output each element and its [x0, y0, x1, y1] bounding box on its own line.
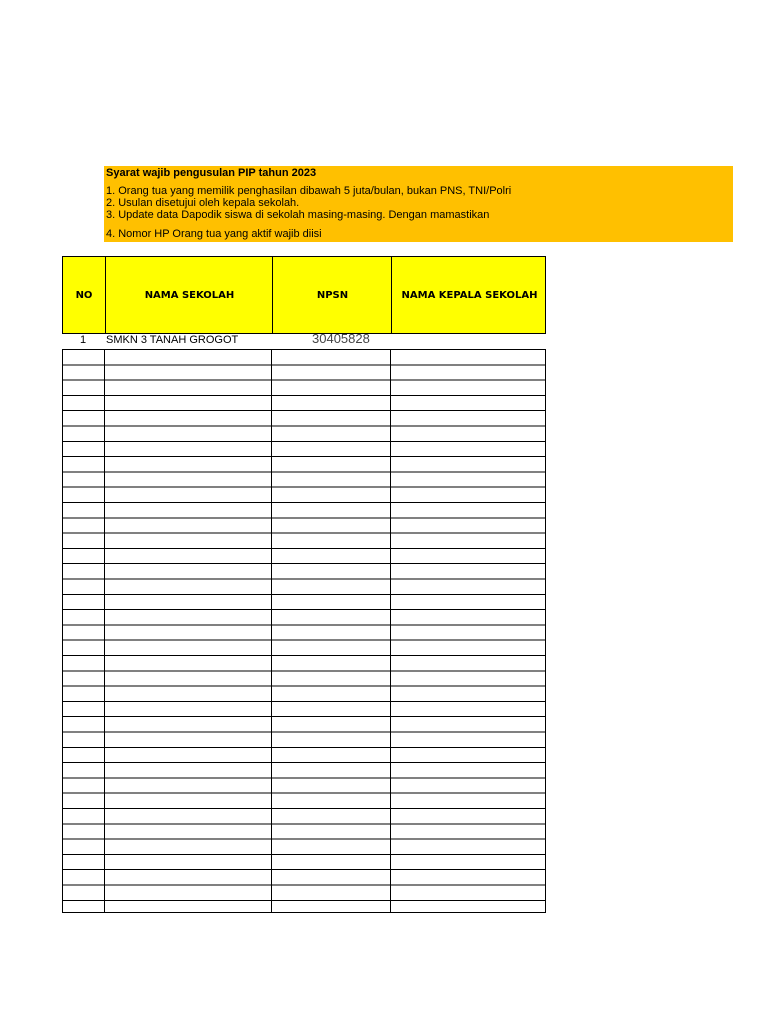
requirements-list	[106, 185, 548, 221]
cell-no[interactable]: 1	[80, 334, 87, 346]
requirement-1: 1. Orang tua yang memilik penghasilan dibawah 5 juta/bulan, bukan PNS, TNI/Polri	[106, 185, 512, 197]
column-divider	[104, 350, 105, 912]
header-nama-kepala-sekolah: NAMA KEPALA SEKOLAH	[391, 257, 547, 333]
requirement-2: 2. Usulan disetujui oleh kepala sekolah.	[106, 197, 300, 209]
header-no: NO	[75, 289, 93, 301]
requirements-title: Syarat wajib pengusulan PIP tahun 2023	[106, 167, 317, 179]
requirements-banner	[104, 166, 733, 242]
requirement-4: 4. Nomor HP Orang tua yang aktif wajib diisi	[106, 228, 322, 240]
header-nama-sekolah: NAMA SEKOLAH	[105, 257, 273, 333]
cell-npsn[interactable]: 30405828	[312, 331, 370, 346]
cell-nama-sekolah[interactable]: SMKN 3 TANAH GROGOT	[106, 334, 239, 346]
empty-rows-grid[interactable]	[62, 349, 546, 913]
table-row[interactable]	[62, 331, 546, 349]
requirement-3: 3. Update data Dapodik siswa di sekolah masing-masing. Dengan mamastikan	[106, 209, 490, 221]
column-divider	[271, 350, 272, 912]
column-divider	[390, 350, 391, 912]
table-header	[62, 256, 546, 334]
header-npsn: NPSN	[272, 257, 392, 333]
